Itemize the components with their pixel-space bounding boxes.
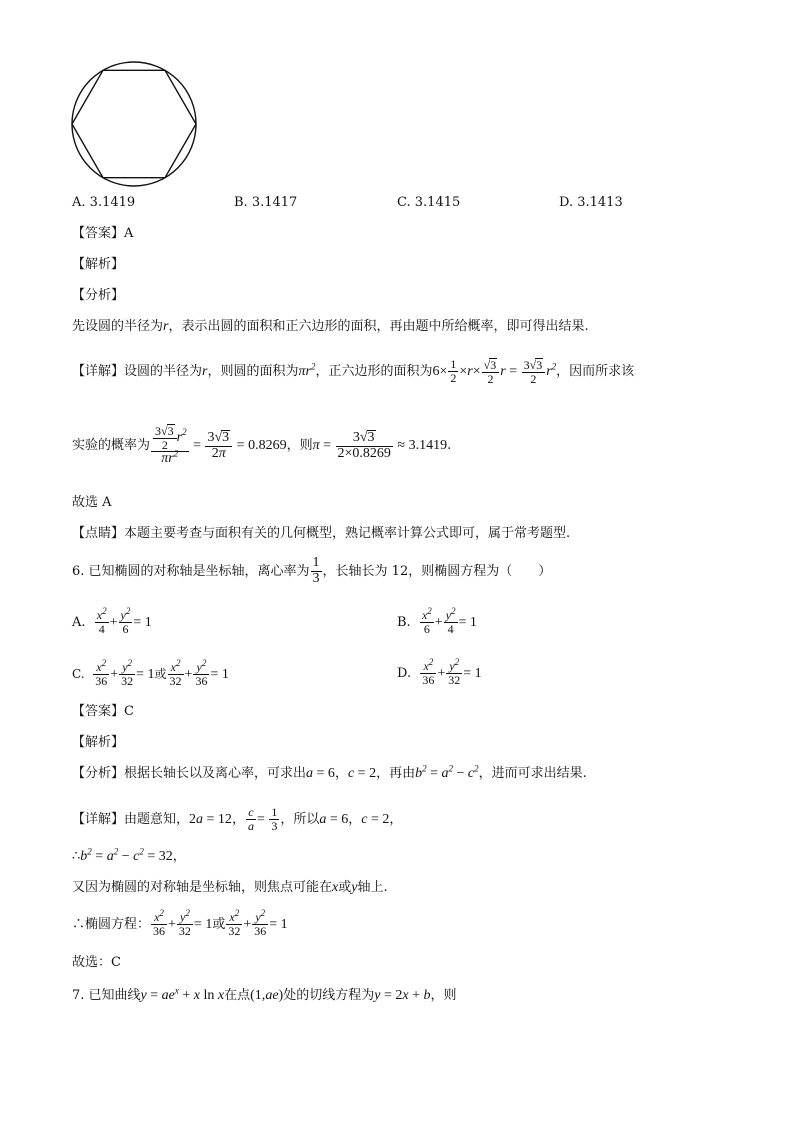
q6-answer-line: 【答案】C (72, 704, 134, 719)
answer-label: 【答案】 (72, 226, 125, 241)
q5-comment: 【点睛】本题主要考查与面积有关的几何概型，熟记概率计算公式即可，属于常考题型. (72, 526, 571, 541)
figure-hexagon (72, 70, 196, 177)
q6-b-squared: $\therefore b^2 = a^2 - c^2 = 32$， (72, 846, 186, 864)
q6-answer: C (124, 704, 134, 719)
detail-label: 【详解】 (72, 364, 125, 379)
q6-option-b[interactable]: B. $\frac{x^2}{6}$ + $\frac{y^2}{4}$ = 1 (397, 606, 477, 636)
q6-final: 故选：C (72, 955, 121, 970)
q5-option-d[interactable]: D. 3.1413 (559, 195, 623, 210)
q6-equation-line: ∴椭圆方程： $\frac{x^2}{36}$ + $\frac{y^2}{32}$ = 1或 $\frac{x^2}{32}$ + $\frac{y^2}{36}$ = 1 (72, 908, 288, 938)
q6-stem: 6. 已知椭圆的对称轴是坐标轴，离心率为 $\frac{1}{3}$ ，长轴长为 12，则椭圆方程为（ ） (72, 555, 552, 586)
q7-stem: 7. 已知曲线$y = ae^x + x$ ln x在点(1,ae)处的切线方程为y = 2x + b，则 (72, 985, 457, 1003)
q6-foci-line: 又因为椭圆的对称轴是坐标轴，则焦点可能在x或y轴上. (72, 880, 388, 895)
q6-analysis-heading: 【解析】 (72, 735, 125, 750)
q5-answer: A (124, 226, 134, 241)
q5-detail-line-2: 实验的概率为 $\frac{3√3}{2}$ $r^2$ $\pi r^2$ = $\frac{3√3}{2\pi}$ = 0.8269，则π = $\frac{3√3}{2\times 0.8269}$ ≈ 3.1419. (72, 424, 452, 467)
q5-detail-line-1: 【详解】设圆的半径为r，则圆的面积为$\pi r^2$，正六边形的面积为6× $\frac{1}{2}$ ×r× $\frac{√3}{2}$ r = $\frac{3√3}{2}$ $r^2$，因而所求该 (72, 357, 635, 386)
q6-fenxi: 【分析】根据长轴长以及离心率，可求出a = 6，c = 2，再由$b^2 = a^2 - c^2$，进而可求出结果. (72, 763, 587, 781)
q5-final: 故选 A (72, 495, 112, 510)
q6-option-c[interactable]: C. $\frac{x^2}{36}$ + $\frac{y^2}{32}$ = 1或 $\frac{x^2}{32}$ + $\frac{y^2}{36}$ = 1 (72, 658, 229, 688)
q5-answer-line (72, 226, 133, 242)
q6-option-a[interactable]: A. $\frac{x^2}{4}$ + $\frac{y^2}{6}$ = 1 (72, 606, 152, 636)
q5-fenxi-heading: 【分析】 (72, 288, 125, 303)
q6-option-d[interactable]: D. $\frac{x^2}{36}$ + $\frac{y^2}{32}$ = 1 (397, 657, 482, 687)
q5-analysis-heading: 【解析】 (72, 257, 125, 272)
hexagon-in-circle-figure (70, 60, 198, 188)
q5-option-b[interactable]: B. 3.1417 (234, 195, 298, 210)
q5-option-c[interactable]: C. 3.1415 (397, 195, 461, 210)
comment-label: 【点睛】 (72, 526, 125, 541)
q5-fenxi-text: 先设圆的半径为r，表示出圆的面积和正六边形的面积，再由题中所给概率，即可得出结果. (72, 319, 589, 334)
q5-option-a[interactable]: A. 3.1419 (72, 195, 136, 210)
q6-detail: 【详解】由题意知，2a = 12， $\frac{c}{a}$ = $\frac{1}{3}$ ，所以a = 6，c = 2， (72, 805, 403, 833)
figure-circle (72, 62, 196, 186)
